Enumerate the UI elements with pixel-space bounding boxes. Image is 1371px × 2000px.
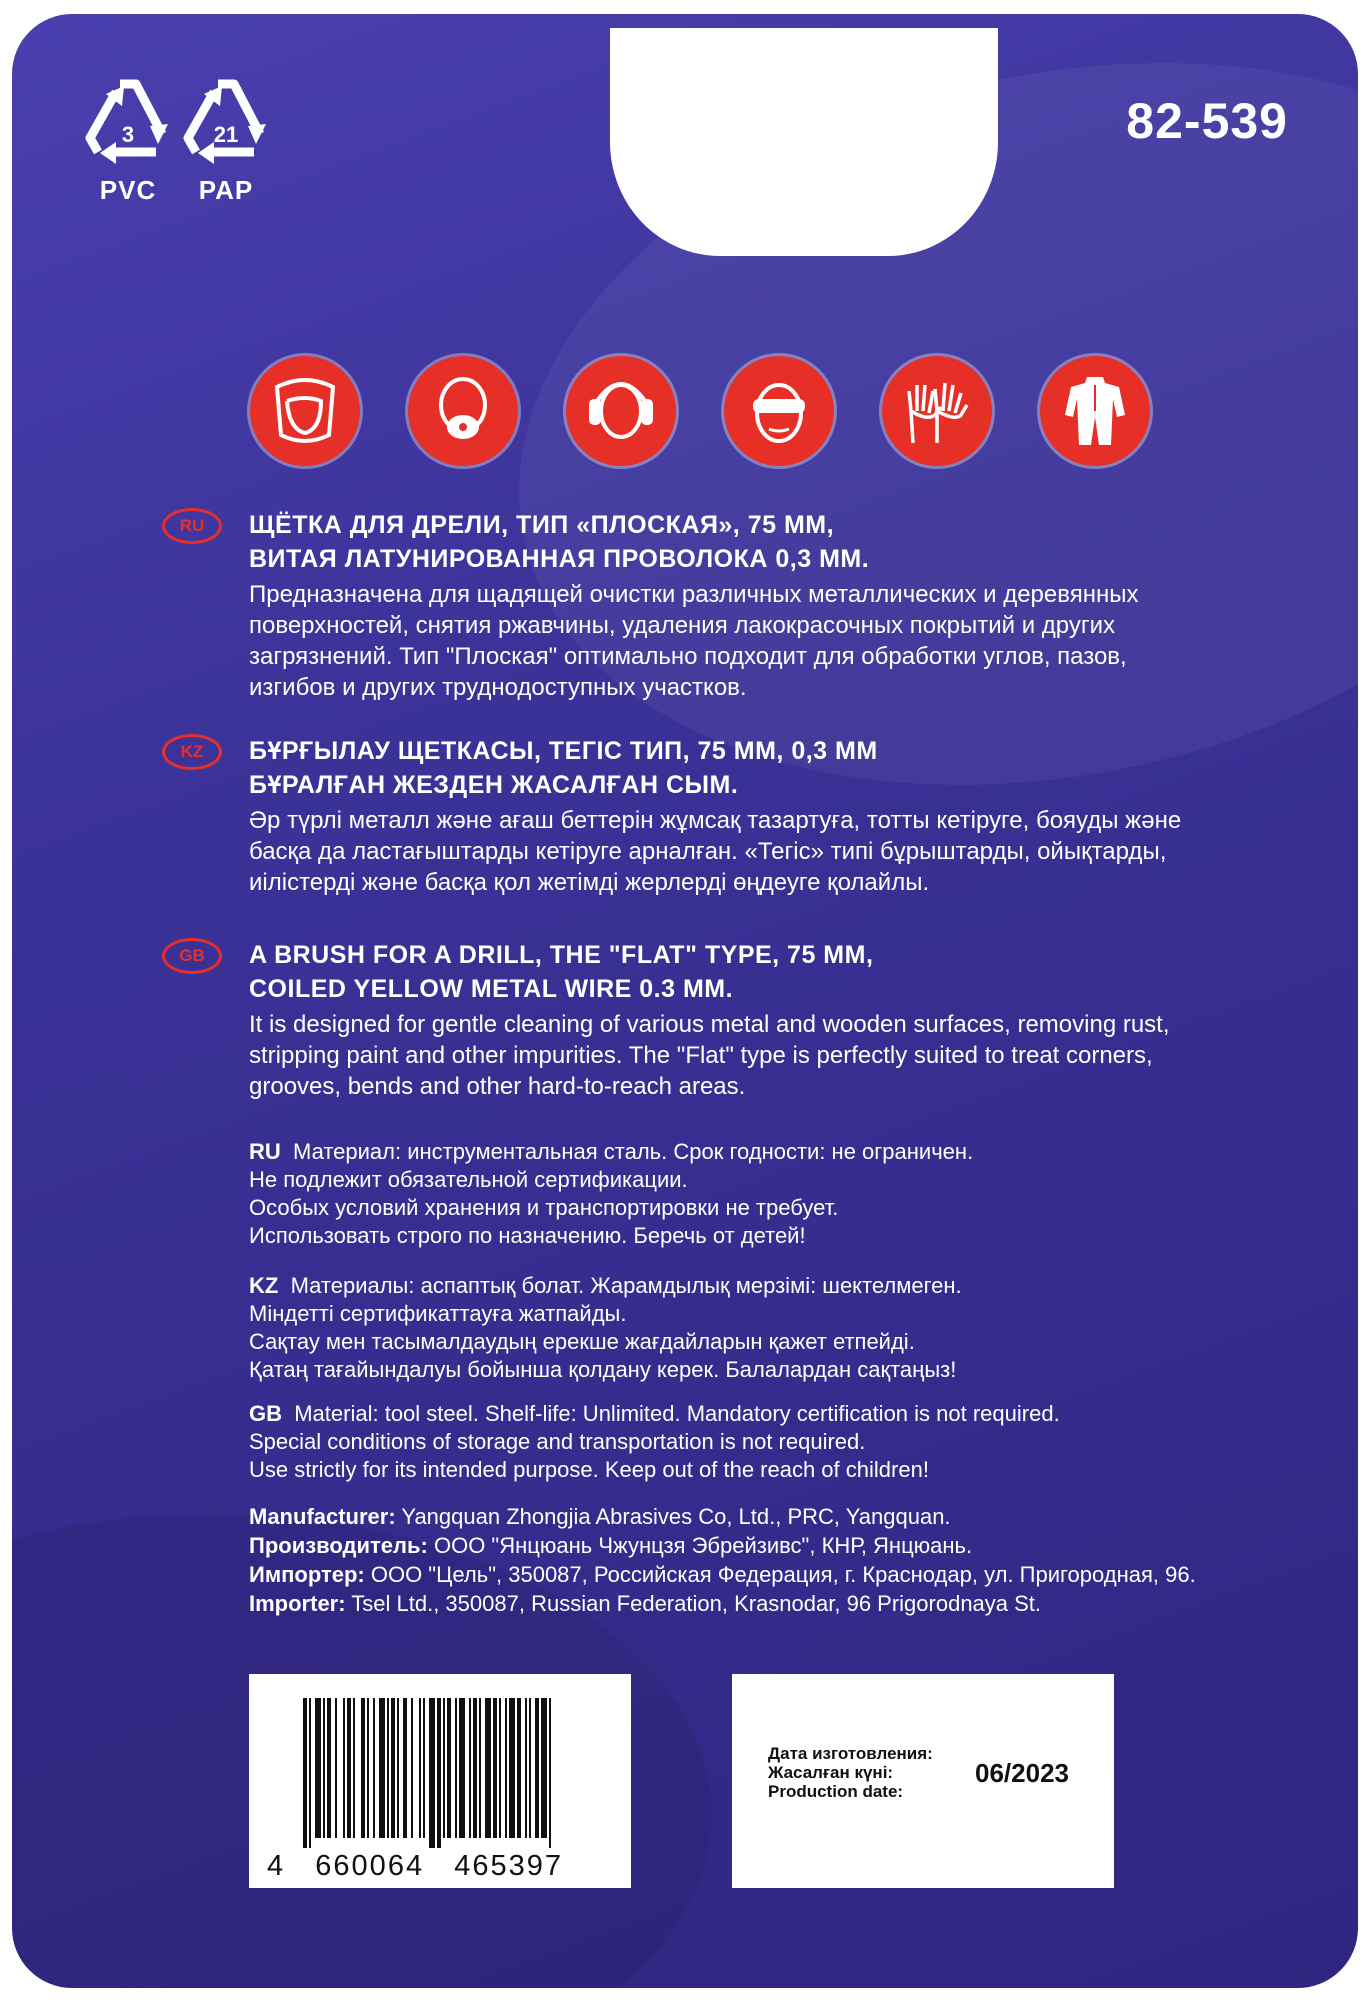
manufacturer-row (249, 1502, 1329, 1531)
gloves-icon (882, 356, 992, 466)
info-lang-code: RU (249, 1139, 281, 1164)
barcode-graphic (299, 1698, 589, 1848)
respirator-icon (408, 356, 518, 466)
info-line (249, 1272, 1309, 1300)
info-lang-code: GB (249, 1401, 282, 1426)
recycle-code: PAP (198, 175, 254, 205)
date-label: Production date: (768, 1782, 904, 1801)
heading-line: БҰРАЛҒАН ЖЕЗДЕН ЖАСАЛҒАН СЫМ. (249, 771, 739, 799)
recycle-code: PVC (99, 175, 157, 205)
producer-row (249, 1531, 1329, 1560)
date-label: Дата изготовления: (768, 1744, 933, 1763)
info-line: Қатаң тағайындалуы бойынша қолдану керек. Балалардан сақтаңыз! (249, 1357, 957, 1382)
description-gb (249, 938, 1289, 1102)
body-line: Предназначена для щадящей очистки различных металлических и деревянных (249, 581, 1139, 608)
info-lang-code: KZ (249, 1273, 279, 1298)
barcode-bar (447, 1698, 451, 1838)
recycle-number: 21 (213, 122, 239, 147)
row-label: Производитель: (249, 1533, 428, 1558)
row-value: Tsel Ltd., 350087, Russian Federation, Krasnodar, 96 Prigorodnaya St. (345, 1591, 1042, 1616)
heading-line: ВИТАЯ ЛАТУНИРОВАННАЯ ПРОВОЛОКА 0,3 ММ. (249, 545, 870, 573)
barcode-bar (505, 1698, 507, 1838)
ear-protection-icon (566, 356, 676, 466)
recycling-symbol-pap (172, 72, 280, 205)
lang-badge-gb: GB (162, 938, 222, 974)
row-label: Импортер: (249, 1562, 365, 1587)
info-line: Міндетті сертификаттауға жатпайды. (249, 1301, 627, 1326)
info-line (249, 1138, 1309, 1166)
lang-badge-kz: KZ (162, 734, 222, 770)
info-line: Сақтау мен тасымалдаудың ерекше жағдайларын қажет етпейді. (249, 1329, 915, 1354)
body-line: басқа да ластағыштарды кетіруге арналған. «Тегіс» типі бұрыштарды, ойықтарды, (249, 838, 1167, 865)
barcode-bar (335, 1698, 337, 1838)
body-line: изгибов и других труднодоступных участков. (249, 674, 747, 701)
production-date-panel (732, 1674, 1114, 1888)
protective-suit-icon (1040, 356, 1150, 466)
barcode-bar (485, 1698, 491, 1838)
barcode-bar (535, 1698, 539, 1838)
hang-hole (610, 28, 998, 256)
recycling-symbol-pvc (74, 72, 182, 205)
barcode-bar (361, 1698, 365, 1838)
barcode-bar (529, 1698, 531, 1838)
barcode-bar (517, 1698, 521, 1838)
barcode-panel (249, 1674, 631, 1888)
info-gb (249, 1400, 1309, 1484)
importer-row (249, 1589, 1329, 1618)
info-line: Special conditions of storage and transportation is not required. (249, 1429, 866, 1454)
description-ru (249, 508, 1289, 703)
barcode-bar (455, 1698, 457, 1838)
package-card (12, 14, 1358, 1988)
description-body (249, 1009, 1289, 1102)
barcode-bar (459, 1698, 465, 1838)
heading-line: ЩЁТКА ДЛЯ ДРЕЛИ, ТИП «ПЛОСКАЯ», 75 ММ, (249, 511, 835, 539)
body-line: stripping paint and other impurities. The "Flat" type is perfectly suited to treat corners, (249, 1042, 1153, 1069)
barcode-bar (499, 1698, 501, 1838)
row-label: Importer: (249, 1591, 346, 1616)
barcode-bar (437, 1698, 441, 1848)
face-shield-icon (250, 356, 360, 466)
barcode-bar (367, 1698, 369, 1838)
barcode-bar (541, 1698, 547, 1838)
barcode-bar (387, 1698, 389, 1838)
lang-badge-ru: RU (162, 508, 222, 544)
barcode-bar (429, 1698, 435, 1848)
barcode-bar (379, 1698, 385, 1838)
date-label: Жасалған күні: (768, 1763, 894, 1782)
info-text: Материалы: аспаптық болат. Жарамдылық мерзімі: шектелмеген. (290, 1273, 962, 1298)
barcode-bar (469, 1698, 471, 1838)
production-date-value: 06/2023 (975, 1758, 1069, 1788)
barcode-bar (397, 1698, 399, 1838)
barcode-bar (309, 1698, 311, 1848)
info-line: Особых условий хранения и транспортировки не требует. (249, 1195, 839, 1220)
row-value: ООО "Цель", 350087, Российская Федерация, г. Краснодар, ул. Пригородная, 96. (364, 1562, 1196, 1587)
barcode-bar (549, 1698, 551, 1848)
barcode-bar (525, 1698, 527, 1838)
barcode-bar (303, 1698, 307, 1848)
info-ru (249, 1138, 1309, 1250)
body-line: Әр түрлі металл және ағаш беттерін жұмсақ тазартуға, тотты кетіруге, бояуды және (249, 807, 1182, 834)
body-line: загрязнений. Тип "Плоская" оптимально подходит для обработки углов, пазов, (249, 643, 1127, 670)
info-text: Material: tool steel. Shelf-life: Unlimited. Mandatory certification is not required. (294, 1401, 1060, 1426)
barcode-bar (347, 1698, 351, 1838)
row-label: Manufacturer: (249, 1504, 396, 1529)
barcode-bar (493, 1698, 497, 1838)
description-body (249, 805, 1289, 898)
heading-line: COILED YELLOW METAL WIRE 0.3 MM. (249, 975, 734, 1003)
description-body (249, 579, 1289, 703)
barcode-digits: 4 660064 465397 (267, 1850, 564, 1882)
safety-goggles-icon (724, 356, 834, 466)
barcode-bar (509, 1698, 515, 1838)
article-number: 82-539 (1126, 93, 1288, 149)
barcode-bar (323, 1698, 325, 1838)
heading-line: БҰРҒЫЛАУ ЩЕТКАСЫ, ТЕГІС ТИП, 75 ММ, 0,3 ММ (249, 737, 878, 765)
barcode-bar (479, 1698, 481, 1838)
barcode-bar (423, 1698, 425, 1838)
recycle-number: 3 (121, 122, 135, 147)
barcode-bar (315, 1698, 321, 1838)
info-kz (249, 1272, 1309, 1384)
barcode-bar (343, 1698, 345, 1838)
info-line: Использовать строго по назначению. Беречь от детей! (249, 1223, 806, 1248)
description-kz (249, 734, 1289, 898)
barcode-bar (443, 1698, 445, 1838)
row-value: Yangquan Zhongjia Abrasives Co, Ltd., PRC, Yangquan. (395, 1504, 951, 1529)
info-text: Материал: инструментальная сталь. Срок годности: не ограничен. (293, 1139, 974, 1164)
manufacturer-info (249, 1502, 1329, 1618)
body-line: grooves, bends and other hard-to-reach areas. (249, 1073, 746, 1100)
barcode-bar (327, 1698, 331, 1838)
body-line: иілістерді және басқа қол жетімді жерлерді өңдеуге қолайлы. (249, 869, 930, 896)
barcode-bar (403, 1698, 407, 1838)
info-line (249, 1400, 1309, 1428)
body-line: It is designed for gentle cleaning of various metal and wooden surfaces, removing rust, (249, 1011, 1170, 1038)
info-line: Use strictly for its intended purpose. Keep out of the reach of children! (249, 1457, 929, 1482)
ppe-icon-row (250, 356, 1200, 466)
heading-line: A BRUSH FOR A DRILL, THE "FLAT" TYPE, 75 MM, (249, 941, 874, 969)
row-value: ООО "Янцюань Чжунцзя Эбрейзивс", КНР, Янцюань. (427, 1533, 973, 1558)
barcode-bar (373, 1698, 375, 1838)
body-line: поверхностей, снятия ржавчины, удаления лакокрасочных покрытий и других (249, 612, 1116, 639)
barcode-bar (419, 1698, 421, 1838)
barcode-bar (411, 1698, 413, 1838)
production-date-labels (768, 1744, 933, 1801)
info-line: Не подлежит обязательной сертификации. (249, 1167, 688, 1192)
importer-ru-row (249, 1560, 1329, 1589)
barcode-bar (391, 1698, 395, 1838)
barcode-bar (473, 1698, 477, 1838)
barcode-bar (353, 1698, 355, 1838)
